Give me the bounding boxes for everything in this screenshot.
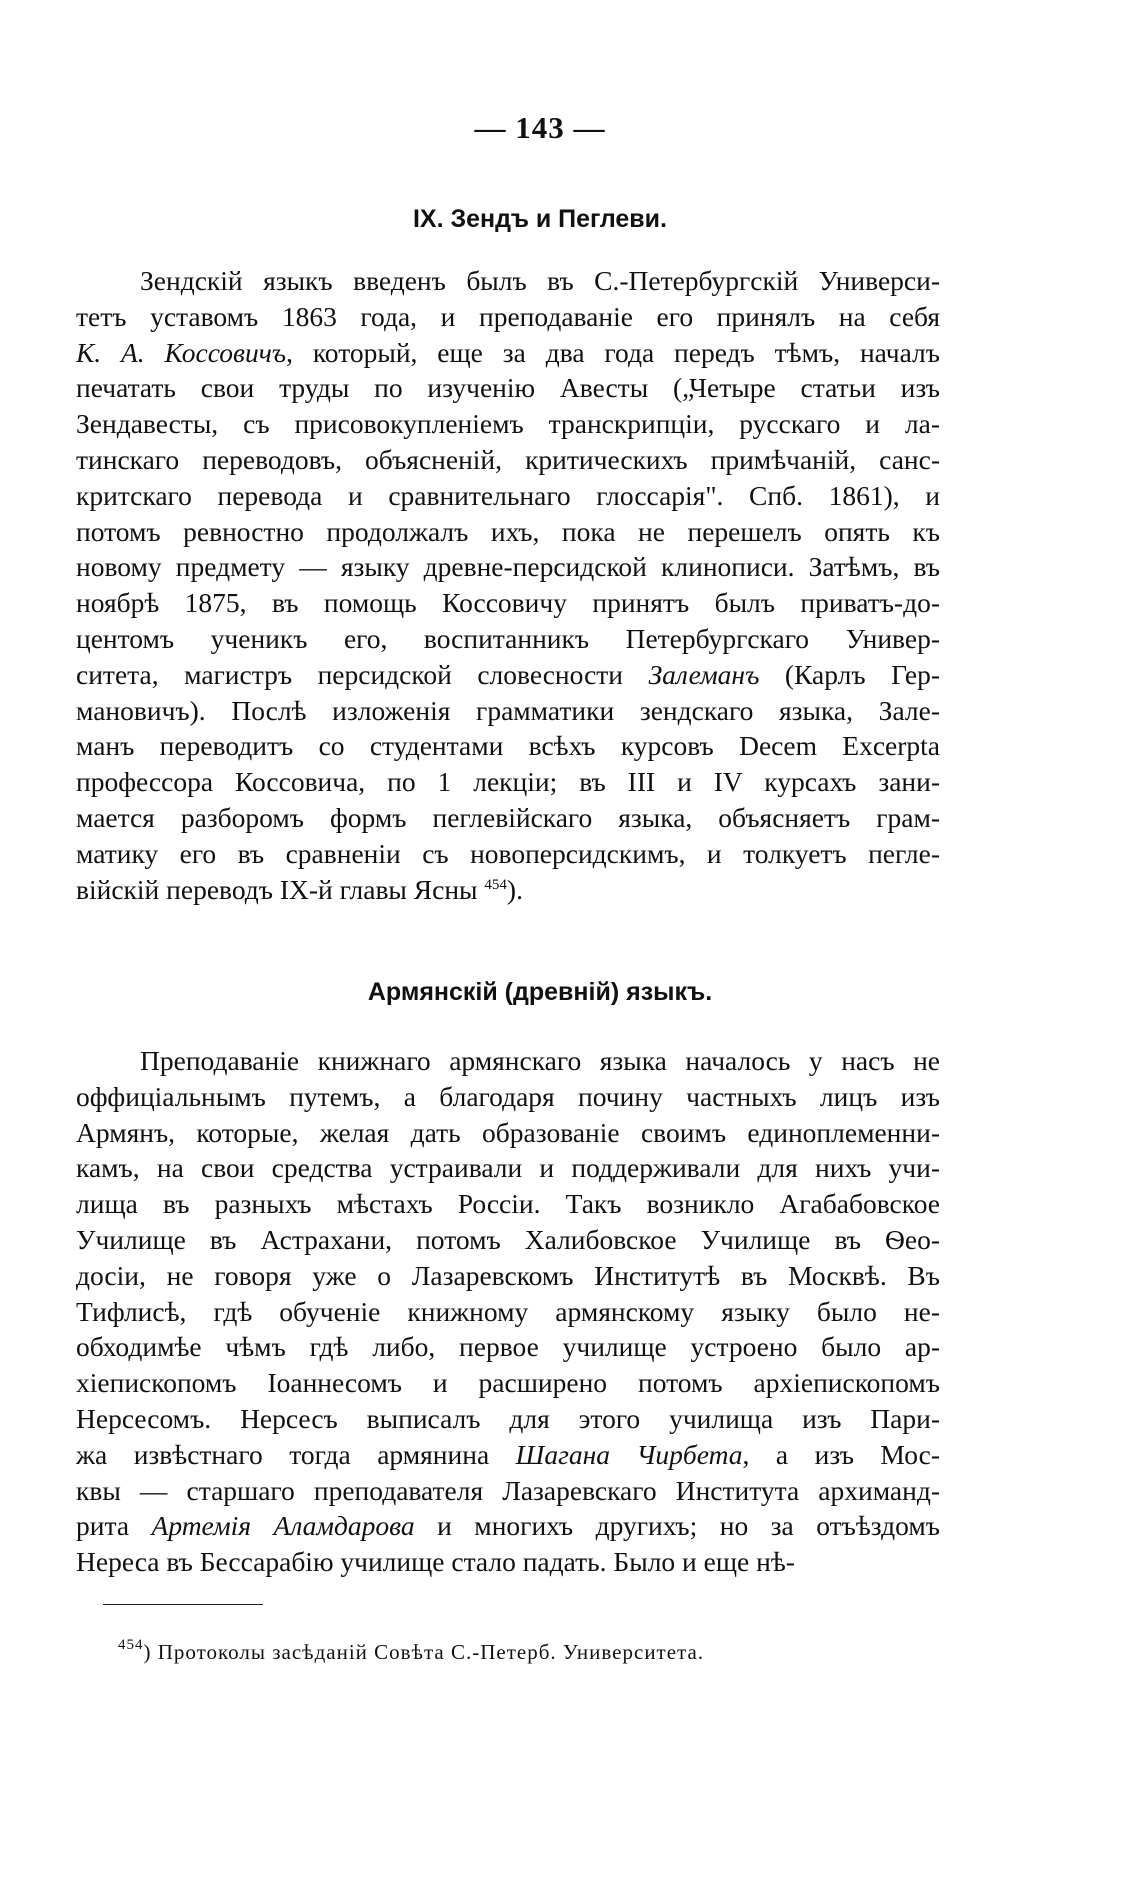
text-line	[76, 728, 940, 764]
text-segment: , а изъ Мос-	[742, 1438, 940, 1470]
text-segment: тинскаго переводовъ, объясненій, критическихъ примѣчаній, санс-	[76, 443, 940, 475]
text-line	[76, 1401, 940, 1437]
footnote-divider	[103, 1604, 263, 1605]
text-line	[76, 1365, 940, 1401]
text-line	[76, 1150, 940, 1186]
text-line	[76, 1508, 940, 1544]
text-segment: и многихъ другихъ; но за отъѣздомъ	[414, 1510, 940, 1542]
text-segment: ситета, магистръ персидской словесности	[76, 658, 649, 690]
text-segment: обходимѣе чѣмъ гдѣ либо, первое училище устроено было ар-	[76, 1331, 940, 1363]
text-line	[76, 514, 940, 550]
text-segment: тетъ уставомъ 1863 года, и преподаваніе его принялъ на себя	[76, 300, 940, 332]
text-line	[76, 1079, 940, 1115]
text-segment: потомъ ревностно продолжалъ ихъ, пока не перешелъ опять къ	[76, 515, 940, 547]
text-segment: хіепископомъ Іоаннесомъ и расширено потомъ архіепископомъ	[76, 1367, 940, 1399]
text-segment: квы — старшаго преподавателя Лазаревскаго Института архиманд-	[76, 1474, 940, 1506]
text-segment: Зендскій языкъ введенъ былъ въ С.-Петербургскій Универси-	[140, 265, 940, 296]
footnote-text: ) Протоколы засѣданій Совѣта С.-Петерб. Университета.	[143, 1640, 705, 1664]
paragraph-zend-pahlavi	[76, 263, 940, 907]
text-line	[76, 478, 940, 514]
text-line	[76, 1437, 940, 1473]
text-segment: Нереса въ Бессарабію училище стало падать. Было и еще нѣ-	[76, 1546, 795, 1578]
text-segment: рита	[76, 1510, 152, 1542]
text-line	[76, 657, 940, 693]
text-line	[76, 1115, 940, 1151]
section-title-armenian: Армянскій (древній) языкъ.	[367, 978, 713, 1006]
text-segment: ноябрѣ 1875, въ помощь Коссовичу принятъ былъ приватъ-до-	[76, 587, 940, 619]
footnote-marker: 454	[118, 1637, 144, 1653]
text-segment: Нерсесомъ. Нерсесъ выписалъ для этого училища изъ Пари-	[76, 1402, 940, 1434]
text-line	[76, 299, 940, 335]
text-line	[76, 335, 940, 371]
text-line	[76, 442, 940, 478]
text-segment: мается разборомъ формъ пеглевійскаго языка, объясняетъ грам-	[76, 801, 940, 833]
italic-name: К. А. Коссовичъ	[76, 336, 287, 368]
text-line	[76, 263, 940, 299]
text-line	[76, 1294, 940, 1330]
page-number: — 143 —	[474, 110, 606, 145]
text-line	[76, 1473, 940, 1509]
text-line	[76, 836, 940, 872]
text-segment: , который, еще за два года передъ тѣмъ, началъ	[286, 336, 940, 368]
text-segment: Зендавесты, съ присовокупленіемъ транскрипціи, русскаго и ла-	[76, 408, 940, 440]
text-segment: Преподаваніе книжнаго армянскаго языка началось у насъ не	[140, 1045, 940, 1076]
text-segment: новому предмету — языку древне-персидской клинописи. Затѣмъ, въ	[76, 551, 940, 583]
text-line	[76, 1186, 940, 1222]
text-line	[76, 370, 940, 406]
section-title-zend-pahlavi: IX. Зендъ и Пеглеви.	[412, 205, 667, 233]
text-line	[76, 1222, 940, 1258]
text-line	[76, 406, 940, 442]
text-segment: мановичъ). Послѣ изложенія грамматики зендскаго языка, Зале-	[76, 694, 940, 726]
text-segment: війскій переводъ IX-й главы Ясны	[76, 873, 485, 905]
text-line	[76, 585, 940, 621]
text-segment: (Карлъ Гер-	[759, 658, 940, 690]
text-segment: камъ, на свои средства устраивали и поддерживали для нихъ учи-	[76, 1152, 940, 1184]
paragraph-armenian	[76, 1043, 940, 1580]
text-line	[76, 800, 940, 836]
text-line	[76, 1258, 940, 1294]
text-segment: центомъ ученикъ его, воспитанникъ Петербургскаго Универ-	[76, 622, 940, 654]
text-segment: досіи, не говоря уже о Лазаревскомъ Институтѣ въ Москвѣ. Въ	[76, 1259, 940, 1291]
text-line	[76, 1544, 940, 1580]
text-segment: ).	[506, 873, 523, 905]
italic-name: Артемія Аламдарова	[151, 1510, 415, 1542]
italic-name: Залеманъ	[648, 658, 760, 690]
text-line	[76, 764, 940, 800]
text-segment: оффиціальнымъ путемъ, а благодаря почину частныхъ лицъ изъ	[76, 1080, 940, 1112]
text-line	[76, 693, 940, 729]
text-segment: профессора Коссовича, по 1 лекціи; въ III и IV курсахъ зани-	[76, 766, 940, 798]
text-segment: Тифлисѣ, гдѣ обученіе книжному армянскому языку было не-	[76, 1295, 940, 1327]
text-line	[76, 1329, 940, 1365]
text-line	[76, 872, 940, 908]
footnote	[118, 1637, 705, 1665]
text-segment: лища въ разныхъ мѣстахъ Россіи. Такъ возникло Агабабовское	[76, 1188, 940, 1220]
text-line	[76, 1043, 940, 1079]
text-segment: манъ переводитъ со студентами всѣхъ курсовъ Decem Excerpta	[76, 730, 940, 762]
text-segment: Училище въ Астрахани, потомъ Халибовское Училище въ Ѳео-	[76, 1223, 940, 1255]
text-segment: матику его въ сравненіи съ новоперсидскимъ, и толкуетъ пегле-	[76, 837, 940, 869]
text-segment: жа извѣстнаго тогда армянина	[76, 1438, 516, 1470]
text-line	[76, 621, 940, 657]
text-segment: Армянъ, которые, желая дать образованіе своимъ единоплеменни-	[76, 1116, 940, 1148]
text-line	[76, 549, 940, 585]
footnote-reference[interactable]: 454	[484, 876, 507, 893]
text-segment: печатать свои труды по изученію Авесты („Четыре статьи изъ	[76, 372, 940, 404]
italic-name: Шагана Чирбета	[515, 1438, 743, 1470]
text-segment: критскаго перевода и сравнительнаго глоссарія". Спб. 1861), и	[76, 479, 940, 511]
